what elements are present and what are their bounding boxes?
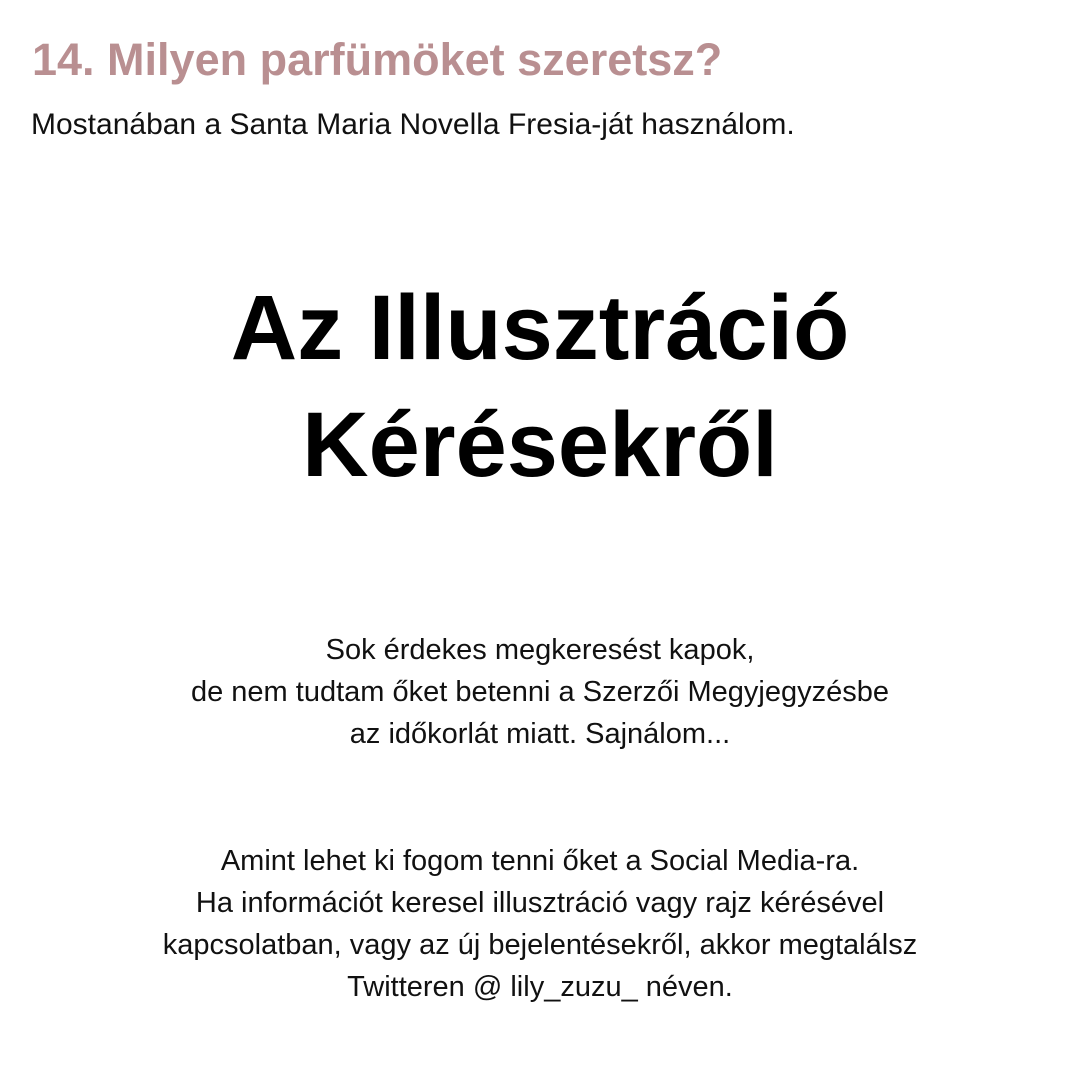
main-heading-line-1: Az Illusztráció — [230, 277, 850, 379]
question-title: 14. Milyen parfümöket szeretsz? — [32, 34, 723, 85]
social-media-paragraph — [0, 840, 1080, 1008]
social-line-2: Ha információt keresel illusztráció vagy rajz kérésével — [195, 887, 885, 919]
apology-line-3: az időkorlát miatt. Sajnálom... — [349, 718, 731, 750]
main-heading — [0, 270, 1080, 504]
main-heading-line-2: Kérésekről — [302, 394, 778, 496]
social-line-4: Twitteren @ lily_zuzu_ néven. — [347, 971, 733, 1003]
apology-paragraph — [0, 629, 1080, 755]
apology-line-1: Sok érdekes megkeresést kapok, — [325, 634, 755, 666]
apology-line-2: de nem tudtam őket betenni a Szerzői Megyjegyzésbe — [190, 676, 889, 708]
social-line-1: Amint lehet ki fogom tenni őket a Social Media-ra. — [220, 845, 860, 877]
question-answer: Mostanában a Santa Maria Novella Fresia-ját használom. — [31, 108, 795, 141]
social-line-3: kapcsolatban, vagy az új bejelentésekről, akkor megtalálsz — [162, 929, 918, 961]
